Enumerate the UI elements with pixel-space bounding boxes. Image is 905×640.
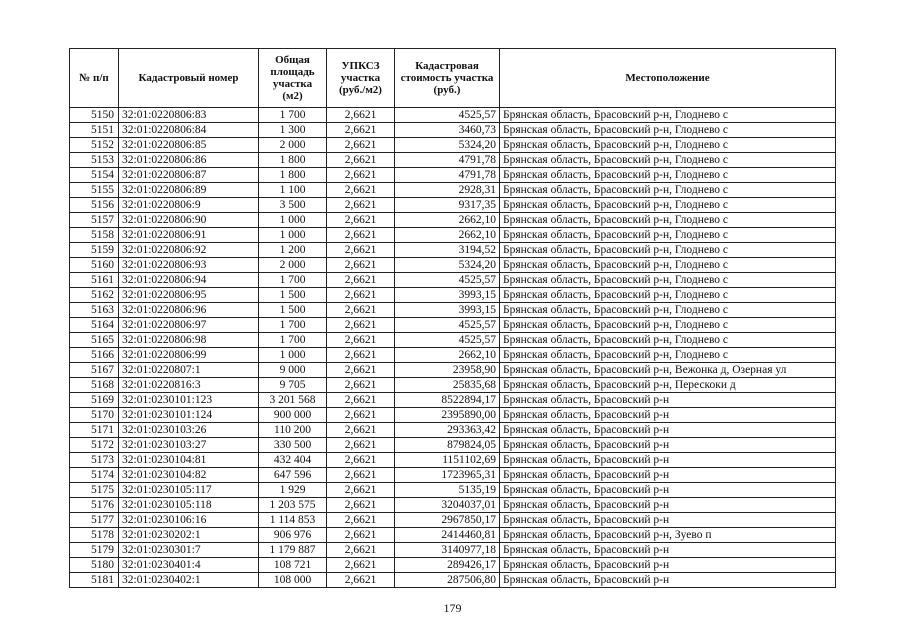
cell-upksz: 2,6621 (327, 258, 395, 273)
table-row (70, 363, 836, 378)
cell-cadastral-cost: 3140977,18 (395, 543, 500, 558)
cell-cadastral-number: 32:01:0220806:99 (119, 348, 259, 363)
cell-area: 647 596 (259, 468, 327, 483)
cell-cadastral-cost: 4525,57 (395, 333, 500, 348)
cell-upksz: 2,6621 (327, 498, 395, 513)
cell-cadastral-number: 32:01:0220806:91 (119, 228, 259, 243)
cell-cadastral-cost: 3204037,01 (395, 498, 500, 513)
table-row (70, 558, 836, 573)
cell-area: 1 800 (259, 153, 327, 168)
cell-cadastral-number: 32:01:0220806:94 (119, 273, 259, 288)
cell-row-number: 5174 (70, 468, 119, 483)
cell-area: 110 200 (259, 423, 327, 438)
cell-cadastral-cost: 5135,19 (395, 483, 500, 498)
cell-cadastral-cost: 2662,10 (395, 213, 500, 228)
cell-area: 1 929 (259, 483, 327, 498)
cell-cadastral-cost: 2662,10 (395, 348, 500, 363)
cell-row-number: 5173 (70, 453, 119, 468)
cell-upksz: 2,6621 (327, 153, 395, 168)
cell-cadastral-number: 32:01:0220806:83 (119, 108, 259, 123)
cell-area: 1 203 575 (259, 498, 327, 513)
table-row (70, 408, 836, 423)
cell-area: 1 000 (259, 228, 327, 243)
cell-cadastral-number: 32:01:0220806:85 (119, 138, 259, 153)
cell-upksz: 2,6621 (327, 573, 395, 588)
cell-cadastral-cost: 25835,68 (395, 378, 500, 393)
table-row (70, 198, 836, 213)
cell-row-number: 5161 (70, 273, 119, 288)
cell-cadastral-cost: 3993,15 (395, 288, 500, 303)
cell-upksz: 2,6621 (327, 363, 395, 378)
cell-area: 1 700 (259, 273, 327, 288)
cell-upksz: 2,6621 (327, 288, 395, 303)
cell-location: Брянская область, Брасовский р-н (500, 468, 836, 483)
table-row (70, 528, 836, 543)
cell-location: Брянская область, Брасовский р-н, Глоднево с (500, 108, 836, 123)
cell-row-number: 5181 (70, 573, 119, 588)
cell-row-number: 5170 (70, 408, 119, 423)
cell-location: Брянская область, Брасовский р-н, Глоднево с (500, 168, 836, 183)
cell-upksz: 2,6621 (327, 378, 395, 393)
cell-location: Брянская область, Брасовский р-н (500, 423, 836, 438)
cell-location: Брянская область, Брасовский р-н, Глоднево с (500, 348, 836, 363)
cell-upksz: 2,6621 (327, 348, 395, 363)
cell-area: 1 500 (259, 288, 327, 303)
cell-upksz: 2,6621 (327, 408, 395, 423)
cell-row-number: 5176 (70, 498, 119, 513)
table-row (70, 438, 836, 453)
cell-cadastral-number: 32:01:0220806:90 (119, 213, 259, 228)
cell-upksz: 2,6621 (327, 108, 395, 123)
cell-location: Брянская область, Брасовский р-н (500, 453, 836, 468)
header-area: Общая площадь участка (м2) (259, 49, 327, 108)
cell-cadastral-cost: 1723965,31 (395, 468, 500, 483)
cell-cadastral-cost: 3460,73 (395, 123, 500, 138)
cell-area: 1 100 (259, 183, 327, 198)
cell-upksz: 2,6621 (327, 468, 395, 483)
cell-location: Брянская область, Брасовский р-н, Глоднево с (500, 258, 836, 273)
cell-location: Брянская область, Брасовский р-н, Глоднево с (500, 273, 836, 288)
cell-location: Брянская область, Брасовский р-н, Зуево п (500, 528, 836, 543)
cell-cadastral-number: 32:01:0220807:1 (119, 363, 259, 378)
cell-cadastral-cost: 1151102,69 (395, 453, 500, 468)
cell-cadastral-number: 32:01:0230103:27 (119, 438, 259, 453)
cell-area: 1 200 (259, 243, 327, 258)
table-row (70, 258, 836, 273)
cadastral-table-page (69, 48, 836, 588)
cell-cadastral-cost: 879824,05 (395, 438, 500, 453)
cell-row-number: 5151 (70, 123, 119, 138)
table-row (70, 498, 836, 513)
table-row (70, 243, 836, 258)
cell-cadastral-cost: 2395890,00 (395, 408, 500, 423)
table-row (70, 513, 836, 528)
cell-cadastral-number: 32:01:0230401:4 (119, 558, 259, 573)
cell-cadastral-number: 32:01:0220806:9 (119, 198, 259, 213)
cell-area: 9 000 (259, 363, 327, 378)
cell-area: 1 700 (259, 333, 327, 348)
cell-location: Брянская область, Брасовский р-н, Глоднево с (500, 138, 836, 153)
cell-area: 2 000 (259, 258, 327, 273)
header-cadastral-number: Кадастровый номер (119, 49, 259, 108)
cell-area: 2 000 (259, 138, 327, 153)
cell-cadastral-cost: 289426,17 (395, 558, 500, 573)
cell-upksz: 2,6621 (327, 558, 395, 573)
table-row (70, 333, 836, 348)
cell-area: 1 114 853 (259, 513, 327, 528)
cell-cadastral-number: 32:01:0220806:92 (119, 243, 259, 258)
cell-cadastral-number: 32:01:0220806:89 (119, 183, 259, 198)
cell-cadastral-cost: 23958,90 (395, 363, 500, 378)
cell-upksz: 2,6621 (327, 318, 395, 333)
cell-row-number: 5171 (70, 423, 119, 438)
cell-cadastral-number: 32:01:0230105:117 (119, 483, 259, 498)
cell-location: Брянская область, Брасовский р-н (500, 513, 836, 528)
cell-area: 3 201 568 (259, 393, 327, 408)
cell-upksz: 2,6621 (327, 228, 395, 243)
cell-location: Брянская область, Брасовский р-н, Глоднево с (500, 243, 836, 258)
cell-row-number: 5163 (70, 303, 119, 318)
cell-row-number: 5179 (70, 543, 119, 558)
table-row (70, 303, 836, 318)
table-row (70, 483, 836, 498)
cell-upksz: 2,6621 (327, 528, 395, 543)
table-row (70, 138, 836, 153)
cell-row-number: 5158 (70, 228, 119, 243)
cell-cadastral-number: 32:01:0220806:86 (119, 153, 259, 168)
cell-cadastral-cost: 5324,20 (395, 258, 500, 273)
cell-area: 108 000 (259, 573, 327, 588)
cell-location: Брянская область, Брасовский р-н, Глоднево с (500, 198, 836, 213)
cell-row-number: 5156 (70, 198, 119, 213)
table-body (70, 108, 836, 588)
cell-row-number: 5172 (70, 438, 119, 453)
header-cadastral-cost: Кадастровая стоимость участка (руб.) (395, 49, 500, 108)
cell-area: 3 500 (259, 198, 327, 213)
cell-cadastral-cost: 5324,20 (395, 138, 500, 153)
cell-upksz: 2,6621 (327, 123, 395, 138)
cell-cadastral-number: 32:01:0220806:96 (119, 303, 259, 318)
cell-upksz: 2,6621 (327, 393, 395, 408)
cell-cadastral-number: 32:01:0230106:16 (119, 513, 259, 528)
cell-cadastral-cost: 4525,57 (395, 273, 500, 288)
cell-cadastral-cost: 4525,57 (395, 108, 500, 123)
table-row (70, 168, 836, 183)
cell-area: 330 500 (259, 438, 327, 453)
cell-area: 1 000 (259, 348, 327, 363)
table-row (70, 288, 836, 303)
cell-upksz: 2,6621 (327, 198, 395, 213)
cell-cadastral-cost: 9317,35 (395, 198, 500, 213)
cell-row-number: 5154 (70, 168, 119, 183)
header-upksz: УПКСЗ участка (руб./м2) (327, 49, 395, 108)
cell-cadastral-number: 32:01:0220816:3 (119, 378, 259, 393)
cell-cadastral-cost: 293363,42 (395, 423, 500, 438)
cell-location: Брянская область, Брасовский р-н, Глоднево с (500, 303, 836, 318)
cell-location: Брянская область, Брасовский р-н, Глоднево с (500, 318, 836, 333)
cell-row-number: 5180 (70, 558, 119, 573)
table-header-row (70, 49, 836, 108)
cell-cadastral-number: 32:01:0230103:26 (119, 423, 259, 438)
table-row (70, 108, 836, 123)
cell-upksz: 2,6621 (327, 168, 395, 183)
cell-row-number: 5160 (70, 258, 119, 273)
cell-upksz: 2,6621 (327, 273, 395, 288)
header-num: № п/п (70, 49, 119, 108)
cell-cadastral-number: 32:01:0220806:87 (119, 168, 259, 183)
cell-cadastral-cost: 2967850,17 (395, 513, 500, 528)
table-row (70, 348, 836, 363)
cell-location: Брянская область, Брасовский р-н (500, 393, 836, 408)
cell-area: 1 700 (259, 318, 327, 333)
cell-upksz: 2,6621 (327, 438, 395, 453)
cell-cadastral-cost: 2928,31 (395, 183, 500, 198)
cell-upksz: 2,6621 (327, 483, 395, 498)
cell-location: Брянская область, Брасовский р-н, Глоднево с (500, 288, 836, 303)
cell-upksz: 2,6621 (327, 513, 395, 528)
cell-cadastral-cost: 3194,52 (395, 243, 500, 258)
table-row (70, 393, 836, 408)
cell-upksz: 2,6621 (327, 138, 395, 153)
cell-cadastral-cost: 2662,10 (395, 228, 500, 243)
cell-row-number: 5168 (70, 378, 119, 393)
cell-row-number: 5164 (70, 318, 119, 333)
cell-row-number: 5153 (70, 153, 119, 168)
cell-location: Брянская область, Брасовский р-н, Глоднево с (500, 153, 836, 168)
cell-location: Брянская область, Брасовский р-н, Глоднево с (500, 123, 836, 138)
header-location: Местоположение (500, 49, 836, 108)
table-row (70, 228, 836, 243)
cell-cadastral-number: 32:01:0220806:93 (119, 258, 259, 273)
cell-row-number: 5157 (70, 213, 119, 228)
cell-row-number: 5152 (70, 138, 119, 153)
cell-row-number: 5175 (70, 483, 119, 498)
cell-area: 1 300 (259, 123, 327, 138)
cell-area: 9 705 (259, 378, 327, 393)
table-row (70, 183, 836, 198)
cell-cadastral-number: 32:01:0220806:97 (119, 318, 259, 333)
cell-row-number: 5155 (70, 183, 119, 198)
cell-cadastral-number: 32:01:0230301:7 (119, 543, 259, 558)
cell-area: 432 404 (259, 453, 327, 468)
cell-area: 1 179 887 (259, 543, 327, 558)
cell-row-number: 5166 (70, 348, 119, 363)
cell-cadastral-cost: 4791,78 (395, 168, 500, 183)
cell-upksz: 2,6621 (327, 303, 395, 318)
cell-location: Брянская область, Брасовский р-н (500, 483, 836, 498)
cell-cadastral-number: 32:01:0230402:1 (119, 573, 259, 588)
cell-cadastral-cost: 4791,78 (395, 153, 500, 168)
cell-location: Брянская область, Брасовский р-н (500, 543, 836, 558)
cell-cadastral-cost: 2414460,81 (395, 528, 500, 543)
cell-cadastral-number: 32:01:0220806:84 (119, 123, 259, 138)
cell-upksz: 2,6621 (327, 243, 395, 258)
cell-upksz: 2,6621 (327, 453, 395, 468)
cell-upksz: 2,6621 (327, 213, 395, 228)
cell-location: Брянская область, Брасовский р-н, Глоднево с (500, 213, 836, 228)
cell-area: 1 500 (259, 303, 327, 318)
cell-location: Брянская область, Брасовский р-н, Глоднево с (500, 333, 836, 348)
cell-cadastral-cost: 8522894,17 (395, 393, 500, 408)
cell-cadastral-number: 32:01:0230101:123 (119, 393, 259, 408)
cell-upksz: 2,6621 (327, 543, 395, 558)
cell-row-number: 5169 (70, 393, 119, 408)
table-row (70, 453, 836, 468)
cell-location: Брянская область, Брасовский р-н (500, 408, 836, 423)
table-row (70, 273, 836, 288)
table-row (70, 468, 836, 483)
cell-upksz: 2,6621 (327, 333, 395, 348)
table-row (70, 153, 836, 168)
cell-row-number: 5162 (70, 288, 119, 303)
cell-row-number: 5159 (70, 243, 119, 258)
cell-area: 906 976 (259, 528, 327, 543)
cell-location: Брянская область, Брасовский р-н (500, 498, 836, 513)
cell-area: 900 000 (259, 408, 327, 423)
cell-area: 1 800 (259, 168, 327, 183)
cell-location: Брянская область, Брасовский р-н, Перескоки д (500, 378, 836, 393)
cell-upksz: 2,6621 (327, 423, 395, 438)
cell-cadastral-cost: 3993,15 (395, 303, 500, 318)
cell-row-number: 5178 (70, 528, 119, 543)
cell-location: Брянская область, Брасовский р-н, Вежонка д, Озерная ул (500, 363, 836, 378)
table-row (70, 423, 836, 438)
cell-location: Брянская область, Брасовский р-н (500, 438, 836, 453)
cell-location: Брянская область, Брасовский р-н (500, 573, 836, 588)
cell-cadastral-cost: 287506,80 (395, 573, 500, 588)
cell-cadastral-number: 32:01:0220806:98 (119, 333, 259, 348)
cell-area: 1 700 (259, 108, 327, 123)
cadastral-table (69, 48, 836, 588)
table-row (70, 123, 836, 138)
table-row (70, 318, 836, 333)
cell-cadastral-number: 32:01:0230104:81 (119, 453, 259, 468)
cell-location: Брянская область, Брасовский р-н (500, 558, 836, 573)
cell-cadastral-cost: 4525,57 (395, 318, 500, 333)
table-row (70, 213, 836, 228)
page-number: 179 (443, 601, 462, 615)
cell-row-number: 5165 (70, 333, 119, 348)
table-row (70, 543, 836, 558)
cell-row-number: 5150 (70, 108, 119, 123)
table-row (70, 378, 836, 393)
cell-cadastral-number: 32:01:0230202:1 (119, 528, 259, 543)
cell-area: 108 721 (259, 558, 327, 573)
table-row (70, 573, 836, 588)
cell-row-number: 5167 (70, 363, 119, 378)
cell-row-number: 5177 (70, 513, 119, 528)
cell-cadastral-number: 32:01:0230101:124 (119, 408, 259, 423)
cell-cadastral-number: 32:01:0220806:95 (119, 288, 259, 303)
cell-location: Брянская область, Брасовский р-н, Глоднево с (500, 228, 836, 243)
cell-location: Брянская область, Брасовский р-н, Глоднево с (500, 183, 836, 198)
cell-cadastral-number: 32:01:0230105:118 (119, 498, 259, 513)
cell-area: 1 000 (259, 213, 327, 228)
cell-upksz: 2,6621 (327, 183, 395, 198)
cell-cadastral-number: 32:01:0230104:82 (119, 468, 259, 483)
